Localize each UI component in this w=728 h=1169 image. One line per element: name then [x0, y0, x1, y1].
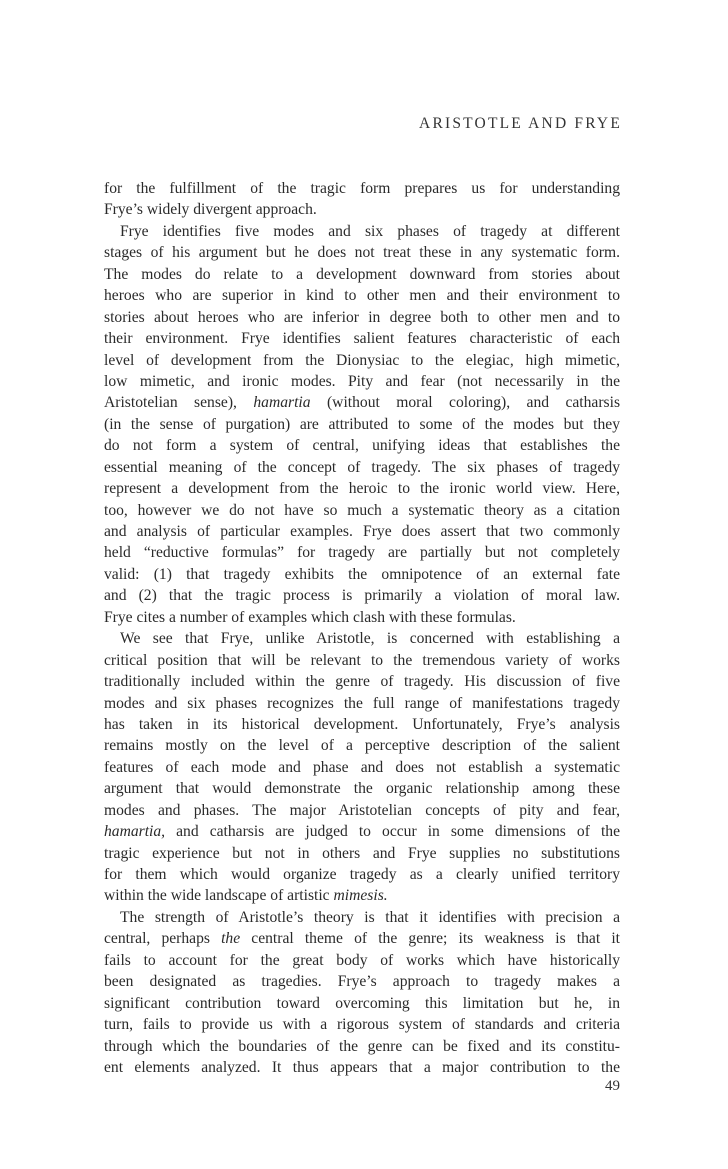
text-line: features of each mode and phase and does not establish a systematic	[104, 758, 620, 776]
text-line: stages of his argument but he does not treat these in any systematic form.	[104, 244, 620, 262]
text-line	[104, 928, 620, 949]
body-text	[104, 178, 620, 1078]
text-line: We see that Frye, unlike Aristotle, is concerned with establishing a	[120, 630, 620, 648]
text-line: tragic experience but not in others and Frye supplies no substitutions	[104, 844, 620, 862]
text-line: Frye cites a number of examples which clash with these formulas.	[104, 608, 516, 626]
text-line: and (2) that the tragic process is primarily a violation of moral law.	[104, 587, 620, 605]
text-fragment: central theme of the genre; its weakness is that it	[251, 930, 620, 948]
text-line: traditionally included within the genre of tragedy. His discussion of five	[104, 673, 620, 691]
text-fragment: (without moral coloring), and catharsis	[326, 394, 621, 412]
text-line: heroes who are superior in kind to other men and their environment to	[104, 287, 620, 305]
text-line: stories about heroes who are inferior in degree both to other men and to	[104, 308, 620, 326]
italic-term: mimesis.	[333, 887, 388, 905]
running-head: ARISTOTLE AND FRYE	[419, 115, 622, 132]
text-line	[104, 885, 620, 906]
text-line: The strength of Aristotle’s theory is that it identifies with precision a	[120, 908, 620, 926]
text-line: held “reductive formulas” for tragedy are partially but not completely	[104, 544, 620, 562]
text-line: been designated as tragedies. Frye’s approach to tragedy makes a	[104, 973, 620, 991]
text-line: do not form a system of central, unifying ideas that establishes the	[104, 437, 620, 455]
text-fragment: central, perhaps	[104, 930, 210, 948]
text-fragment: within the wide landscape of artistic	[104, 887, 330, 905]
italic-term: the	[221, 930, 241, 948]
text-line: low mimetic, and ironic modes. Pity and fear (not necessarily in the	[104, 372, 620, 390]
text-fragment: Aristotelian sense),	[104, 394, 237, 412]
text-line: significant contribution toward overcoming this limitation but he, in	[104, 994, 620, 1012]
text-line: turn, fails to provide us with a rigorous system of standards and criteria	[104, 1016, 620, 1034]
text-line: for them which would organize tragedy as a clearly unified territory	[104, 866, 620, 883]
text-line	[104, 821, 620, 842]
text-line: through which the boundaries of the genre can be fixed and its constitu-	[104, 1037, 620, 1055]
text-line: represent a development from the heroic to the ironic world view. Here,	[104, 480, 620, 498]
text-line: Frye’s widely divergent approach.	[104, 201, 317, 219]
text-line: critical position that will be relevant to the tremendous variety of works	[104, 651, 620, 669]
text-line: modes and phases. The major Aristotelian concepts of pity and fear,	[104, 801, 620, 819]
text-line: modes and six phases recognizes the full range of manifestations tragedy	[104, 694, 620, 712]
text-line: too, however we do not have so much a systematic theory as a citation	[104, 501, 620, 519]
italic-term: hamartia	[253, 394, 311, 412]
text-line: The modes do relate to a development downward from stories about	[104, 265, 620, 283]
text-line: (in the sense of purgation) are attributed to some of the modes but they	[104, 415, 620, 433]
text-line: for the fulfillment of the tragic form prepares us for understanding	[104, 180, 620, 197]
text-line: essential meaning of the concept of tragedy. The six phases of tragedy	[104, 458, 620, 476]
text-line: and analysis of particular examples. Frye does assert that two commonly	[104, 523, 620, 540]
text-line: their environment. Frye identifies salient features characteristic of each	[104, 330, 620, 348]
text-line	[104, 392, 620, 413]
italic-term: hamartia,	[104, 823, 166, 841]
text-line: remains mostly on the level of a perceptive description of the salient	[104, 737, 620, 755]
page-number: 49	[605, 1078, 620, 1094]
text-line: fails to account for the great body of works which have historically	[104, 951, 620, 969]
text-line: valid: (1) that tragedy exhibits the omnipotence of an external fate	[104, 565, 620, 583]
text-fragment: and catharsis are judged to occur in some dimensions of the	[176, 823, 620, 841]
text-line: Frye identifies five modes and six phases of tragedy at different	[120, 222, 620, 240]
text-line: argument that would demonstrate the organic relationship among these	[104, 780, 620, 798]
text-line: ent elements analyzed. It thus appears that a major contribution to the	[104, 1058, 620, 1076]
text-line: has taken in its historical development. Unfortunately, Frye’s analysis	[104, 715, 620, 733]
text-line: level of development from the Dionysiac to the elegiac, high mimetic,	[104, 351, 620, 369]
